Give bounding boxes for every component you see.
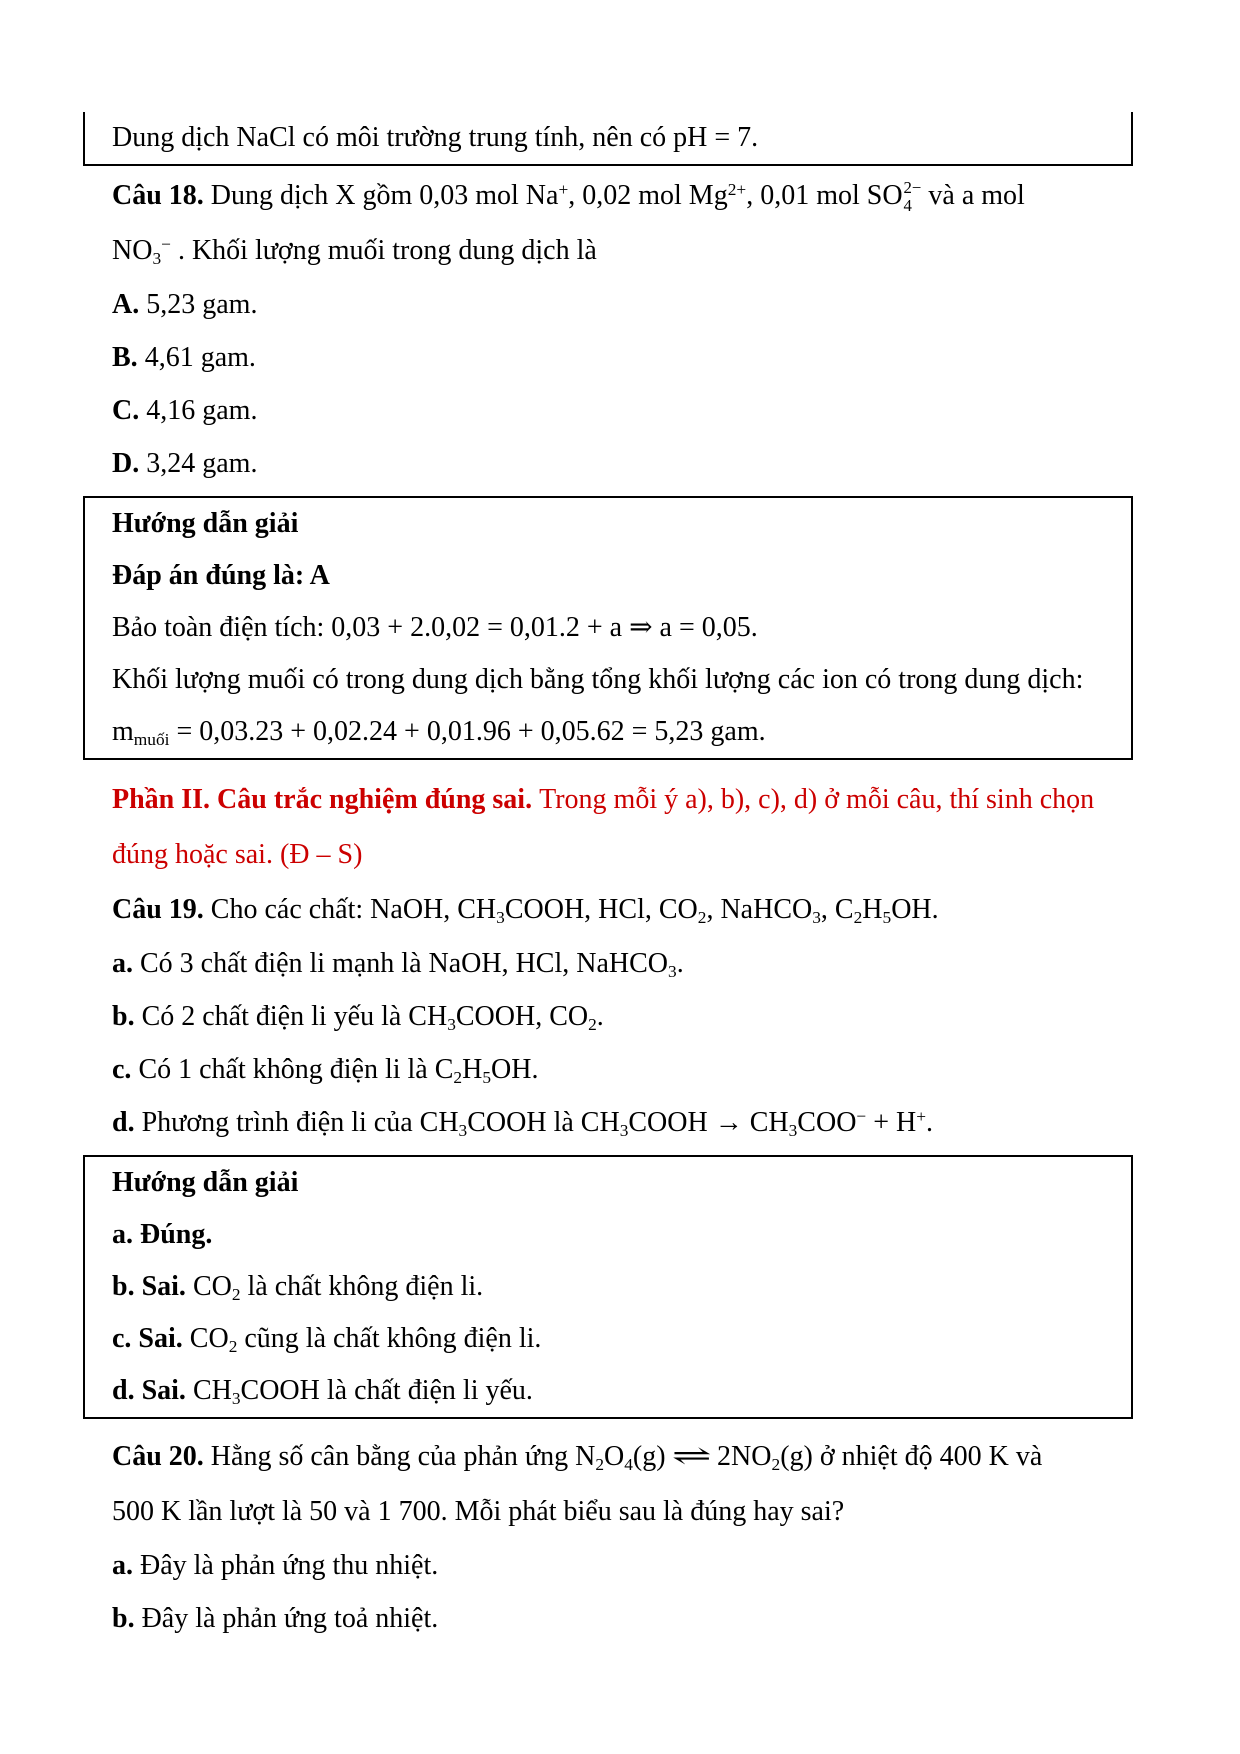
question-20-text bbox=[83, 1429, 1133, 1539]
text-segment: muối bbox=[133, 729, 170, 749]
text-segment: 2+ bbox=[727, 179, 747, 199]
question-18-option-a bbox=[83, 278, 1133, 331]
text-segment: + H bbox=[866, 1107, 917, 1138]
text-segment: Trong mỗi ý a), b), c), d) ở mỗi câu, thí sinh chọn bbox=[539, 784, 1095, 815]
solution-18-title bbox=[112, 498, 1104, 550]
text-segment: b. Sai. bbox=[112, 1271, 186, 1302]
text-segment: Đáp án đúng là: A bbox=[112, 560, 330, 591]
text-segment: 2 bbox=[771, 1454, 781, 1474]
text-segment: 3 bbox=[788, 1120, 798, 1140]
text-segment: Dung dịch X gồm 0,03 mol Na bbox=[203, 180, 559, 211]
text-segment: CO bbox=[185, 1271, 232, 1302]
text-segment: 3 bbox=[619, 1120, 629, 1140]
text-segment: H bbox=[462, 1054, 483, 1085]
text-segment: COOH là CH bbox=[467, 1107, 620, 1138]
text-segment: 2− 4 bbox=[903, 178, 922, 216]
text-segment: Hướng dẫn giải bbox=[112, 1167, 299, 1198]
text-segment: (g) bbox=[780, 1441, 813, 1472]
text-segment: đúng hoặc sai. (Đ – S) bbox=[112, 839, 363, 870]
text-segment: là chất không điện li. bbox=[240, 1271, 484, 1302]
text-segment: 4 bbox=[624, 1454, 633, 1474]
carryover-answer-box bbox=[83, 112, 1133, 166]
text-segment: 5 bbox=[882, 907, 892, 927]
solution-18-box bbox=[83, 496, 1133, 760]
solution-18-step-1 bbox=[112, 602, 1104, 654]
text-segment: 3 bbox=[447, 1014, 456, 1034]
text-segment: 3 bbox=[458, 1120, 468, 1140]
text-segment: ⇌ bbox=[671, 1441, 712, 1472]
text-segment: NO bbox=[112, 235, 153, 266]
text-segment: COOH, HCl, CO bbox=[504, 894, 698, 925]
question-18-option-b bbox=[83, 331, 1133, 384]
text-segment: B. bbox=[112, 342, 138, 373]
question-19-statement-a bbox=[83, 937, 1133, 990]
question-19-statement-b bbox=[83, 990, 1133, 1043]
text-segment: (g) bbox=[632, 1441, 666, 1472]
text-segment: CH bbox=[185, 1375, 232, 1406]
text-segment: ở nhiệt độ 400 K và bbox=[812, 1441, 1043, 1472]
text-segment: b. bbox=[112, 1001, 135, 1032]
text-segment: OH. bbox=[891, 894, 939, 925]
text-segment: C. bbox=[112, 395, 140, 426]
text-segment: a. Đúng. bbox=[112, 1219, 213, 1250]
text-segment: + bbox=[916, 1106, 927, 1126]
text-segment: , C bbox=[820, 894, 854, 925]
carryover-text bbox=[112, 112, 1104, 164]
text-segment: , 0,01 mol SO bbox=[746, 180, 903, 211]
text-segment: c. bbox=[112, 1054, 132, 1085]
text-segment: Hằng số cân bằng của phản ứng N bbox=[203, 1441, 596, 1472]
text-segment: Có 1 chất không điện li là C bbox=[131, 1054, 454, 1085]
text-segment: Có 2 chất điện li yếu là CH bbox=[134, 1001, 448, 1032]
text-segment: − bbox=[161, 234, 171, 254]
question-19-statement-d bbox=[83, 1096, 1133, 1149]
text-segment: m bbox=[112, 716, 134, 747]
solution-18-answer bbox=[112, 550, 1104, 602]
question-18-option-d bbox=[83, 437, 1133, 490]
text-segment: COOH → CH bbox=[628, 1107, 789, 1138]
solution-19-answer-c bbox=[112, 1313, 1104, 1365]
text-segment: H bbox=[862, 894, 883, 925]
text-segment: c. Sai. bbox=[112, 1323, 183, 1354]
text-segment: . bbox=[676, 948, 684, 979]
question-19-text bbox=[83, 882, 1133, 937]
text-segment: 4,16 gam. bbox=[139, 395, 258, 426]
text-segment: d. Sai. bbox=[112, 1375, 186, 1406]
text-segment: + bbox=[558, 179, 569, 199]
text-segment: 2 bbox=[588, 1014, 597, 1034]
text-segment: 3 bbox=[152, 248, 162, 268]
part-2-section-heading bbox=[83, 772, 1133, 882]
text-segment: COOH là chất điện li yếu. bbox=[240, 1375, 533, 1406]
text-segment: Câu 19. bbox=[112, 894, 204, 925]
solution-19-title bbox=[112, 1157, 1104, 1209]
text-segment: Đây là phản ứng thu nhiệt. bbox=[133, 1550, 439, 1581]
solution-18-step-2 bbox=[112, 654, 1104, 706]
text-segment: 3 bbox=[812, 907, 821, 927]
text-segment: . bbox=[926, 1107, 934, 1138]
text-segment: Đây là phản ứng toả nhiệt. bbox=[134, 1603, 439, 1634]
text-segment: b. bbox=[112, 1603, 135, 1634]
page-content bbox=[83, 0, 1133, 1645]
question-20-statement-a bbox=[83, 1539, 1133, 1592]
text-segment: và a mol bbox=[921, 180, 1025, 211]
text-segment: 2 bbox=[228, 1336, 238, 1356]
text-segment: Câu 18. bbox=[112, 180, 204, 211]
text-segment: Câu 20. bbox=[112, 1441, 204, 1472]
text-segment: 4,61 gam. bbox=[137, 342, 256, 373]
text-segment: 3 bbox=[496, 907, 505, 927]
solution-19-box bbox=[83, 1155, 1133, 1419]
text-segment: , NaHCO bbox=[706, 894, 813, 925]
text-segment: . bbox=[596, 1001, 604, 1032]
text-segment: − bbox=[856, 1106, 867, 1126]
text-segment: 2 bbox=[853, 907, 863, 927]
text-segment: 5 bbox=[482, 1067, 492, 1087]
text-segment: OH. bbox=[491, 1054, 539, 1085]
text-segment: 3 bbox=[231, 1388, 241, 1408]
text-segment: Phương trình điện li của CH bbox=[134, 1107, 459, 1138]
solution-19-answer-d bbox=[112, 1365, 1104, 1417]
text-segment: = 0,03.23 + 0,02.24 + 0,01.96 + 0,05.62 = 5,23 gam. bbox=[169, 716, 766, 747]
text-segment: CO bbox=[182, 1323, 229, 1354]
text-segment: Khối lượng muối có trong dung dịch bằng tổng khối lượng các ion có trong dung dịch: bbox=[112, 664, 1084, 695]
text-segment: 500 K lần lượt là 50 và 1 700. Mỗi phát biểu sau là đúng hay sai? bbox=[112, 1496, 845, 1527]
text-segment: Dung dịch NaCl có môi trường trung tính, nên có pH = 7. bbox=[112, 122, 759, 153]
text-segment: . Khối lượng muối trong dung dịch là bbox=[170, 235, 597, 266]
text-segment: , 0,02 mol Mg bbox=[568, 180, 728, 211]
question-18-text bbox=[83, 168, 1133, 278]
text-segment: a. bbox=[112, 948, 133, 979]
question-19-statement-c bbox=[83, 1043, 1133, 1096]
text-segment: cũng là chất không điện li. bbox=[237, 1323, 542, 1354]
question-18-option-c bbox=[83, 384, 1133, 437]
text-segment: 3,24 gam. bbox=[139, 448, 258, 479]
text-segment: 2 bbox=[595, 1454, 604, 1474]
solution-19-answer-b bbox=[112, 1261, 1104, 1313]
text-segment: 2 bbox=[697, 907, 707, 927]
solution-19-answer-a bbox=[112, 1209, 1104, 1261]
text-segment: 5,23 gam. bbox=[139, 289, 258, 320]
text-segment: d. bbox=[112, 1107, 135, 1138]
text-segment: COO bbox=[797, 1107, 857, 1138]
text-segment: Cho các chất: NaOH, CH bbox=[203, 894, 497, 925]
text-segment: A. bbox=[112, 289, 140, 320]
text-segment: O bbox=[604, 1441, 625, 1472]
text-segment: 2NO bbox=[717, 1441, 772, 1472]
text-segment: Phần II. Câu trắc nghiệm đúng sai. bbox=[112, 784, 540, 815]
text-segment: COOH, CO bbox=[455, 1001, 589, 1032]
text-segment: 2 bbox=[453, 1067, 463, 1087]
text-segment: Có 3 chất điện li mạnh là NaOH, HCl, NaHCO bbox=[133, 948, 669, 979]
text-segment: D. bbox=[112, 448, 140, 479]
question-20-statement-b bbox=[83, 1592, 1133, 1645]
text-segment: a. bbox=[112, 1550, 133, 1581]
solution-18-step-3 bbox=[112, 706, 1104, 758]
text-segment: 2 bbox=[231, 1284, 241, 1304]
text-segment: 3 bbox=[668, 961, 677, 981]
text-segment: Bảo toàn điện tích: 0,03 + 2.0,02 = 0,01.2 + a ⇒ a = 0,05. bbox=[112, 612, 758, 643]
text-segment: Hướng dẫn giải bbox=[112, 508, 299, 539]
